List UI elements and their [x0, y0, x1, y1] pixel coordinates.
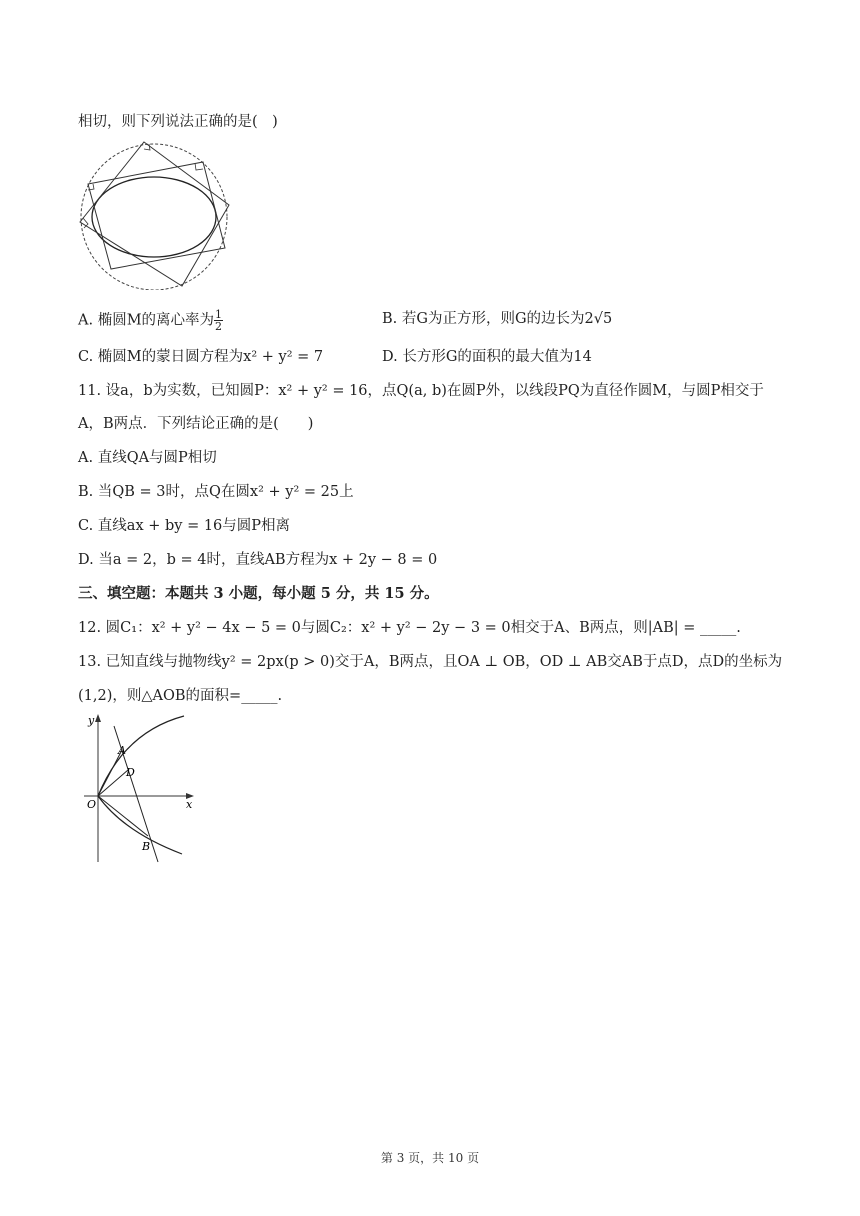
q11-option-a: A. 直线QA与圆P相切 [78, 450, 217, 466]
q10-stem-tail: 相切，则下列说法正确的是( ) [78, 114, 278, 130]
q10-option-b: B. 若G为正方形，则G的边长为2√5 [382, 311, 613, 327]
parabola-chord-figure [84, 712, 204, 867]
fig2-label-d: D [126, 766, 135, 779]
fig2-label-x: x [186, 798, 193, 811]
fig2-label-y: y [88, 714, 95, 727]
fig2-label-b: B [142, 840, 151, 853]
fraction-one-half: $\frac{1}{2}$ [215, 308, 223, 333]
section3-heading: 三、填空题：本题共 3 小题，每小题 5 分，共 15 分。 [78, 585, 439, 602]
q11-option-b: B. 当QB = 3时，点Q在圆x² + y² = 25上 [78, 484, 354, 500]
ellipse-director-circle-figure [78, 140, 238, 290]
q11-option-c: C. 直线ax + by = 16与圆P相离 [78, 518, 291, 534]
fig2-label-a: A [118, 744, 126, 757]
q10-option-d: D. 长方形G的面积的最大值为14 [382, 349, 592, 365]
q13-line2: (1,2)，则△AOB的面积=_____. [78, 688, 283, 704]
page-footer: 第 3 页，共 10 页 [380, 1151, 480, 1165]
q10-option-a: A. 椭圆M的离心率为 $\frac{1}{2}$ [78, 308, 223, 333]
q10-option-c: C. 椭圆M的蒙日圆方程为x² + y² = 7 [78, 349, 324, 365]
q12-text: 12. 圆C₁：x² + y² − 4x − 5 = 0与圆C₂：x² + y² − 2y − 3 = 0相交于A、B两点，则|AB| = _____. [78, 620, 741, 636]
q13-line1: 13. 已知直线与抛物线y² = 2px(p > 0)交于A，B两点，且OA ⊥ OB，OD ⊥ AB交AB于点D，点D的坐标为 [78, 654, 783, 670]
fig2-label-o: O [87, 798, 97, 811]
q11-stem-line1: 11. 设a，b为实数，已知圆P：x² + y² = 16，点Q(a, b)在圆P外，以线段PQ为直径作圆M，与圆P相交于 [78, 383, 764, 399]
q11-stem-line2: A，B两点．下列结论正确的是( ) [78, 416, 314, 432]
q11-option-d: D. 当a = 2，b = 4时，直线AB方程为x + 2y − 8 = 0 [78, 552, 438, 568]
